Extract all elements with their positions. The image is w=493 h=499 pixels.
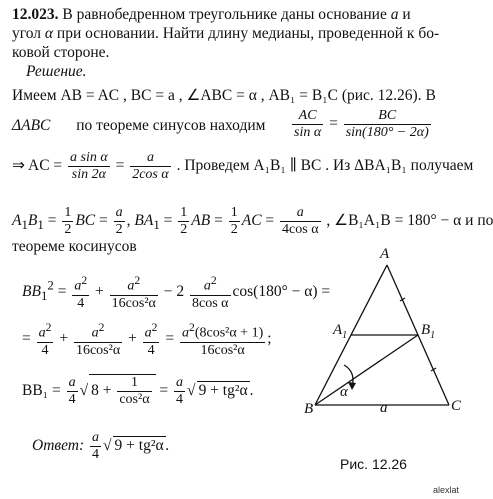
solution-line-5: теореме косинусов: [12, 238, 137, 255]
word-and: и: [402, 6, 411, 23]
problem-line-1: [12, 6, 411, 24]
problem-line-2: [12, 25, 439, 43]
side-ac: [387, 265, 449, 405]
answer-line: Ответ: $\frac{a}{4}$ √ 9 + tg²α .: [32, 430, 170, 462]
median-bb1: [315, 335, 418, 405]
solution-line-2: [12, 117, 265, 135]
label-B: B: [304, 401, 314, 417]
solution-line-4: $A_1B_1$ = $\frac{1}{2}$ BC = $\frac{a}{2}$ , $BA_1$ = $\frac{1}{2}$ AB = $\frac{1}{2}$ AC = $\frac{a}{\text{4cos α}}$ , ∠B₁A₁B = 180° − α и по: [12, 205, 493, 237]
problem-number: 12.023.: [12, 6, 59, 23]
watermark: alexlat: [433, 485, 460, 495]
problem-text-3: ковой стороне.: [12, 44, 110, 61]
triangle-abc: ΔABC: [12, 117, 51, 134]
answer-label: Ответ:: [32, 437, 85, 455]
solution-line-3: ⇒ AC = $\frac{\text{a sin α}}{\sin 2\alpha}$ = $\frac{a}{\text{2cos α}}$ . Проведем A₁B₁ ∥ BC . Из ΔBA₁B₁ получаем: [12, 150, 474, 182]
solution-line-1: Имеем AB = AC , BC = a , ∠ABC = α , AB₁ = B₁C (рис. 12.26). В: [12, 87, 436, 104]
cosine-formula-1: $BB_1^2$ = $\frac{a^2}{4}$ + $\frac{a^2}{\text{16cos²α}}$ − 2 $\frac{a^2}{\text{8cos α}}$ cos(180° − α) =: [22, 274, 331, 311]
var-alpha: α: [44, 25, 54, 42]
parallel-text: . Проведем A₁B₁ ∥ BC . Из ΔBA₁B₁ получаем: [176, 157, 474, 175]
label-A1: $A_1$: [333, 322, 348, 341]
sine-theorem-formula: $\frac{AC}{\text{sin α}}$ = $\frac{BC}{\sin(180^\circ - 2\alpha)}$: [294, 108, 429, 140]
solution-label: Решение.: [26, 63, 87, 80]
label-A: A: [380, 246, 390, 262]
label-B1: $B_1$: [421, 322, 436, 341]
bb1-label: BB₁ =: [22, 382, 61, 400]
problem-text-2a: угол: [12, 25, 42, 42]
angle-text: , ∠B₁A₁B = 180° − α и по: [326, 212, 493, 230]
sine-theorem-text: по теореме синусов находим: [76, 117, 266, 134]
problem-line-3: [12, 44, 109, 62]
ac-result-prefix: ⇒ AC =: [12, 157, 63, 175]
label-a: a: [380, 400, 388, 416]
problem-text-2b: при основании. Найти длину медианы, проведенной к бо-: [56, 25, 440, 42]
figure-caption: Рис. 12.26: [340, 456, 407, 472]
label-C: C: [451, 398, 462, 414]
bb1-result: BB₁ = $\frac{a}{4}$ √ 8 + $\frac{1}{\text{cos²α}}$ = $\frac{a}{4}$ √ 9 + tg²α .: [22, 375, 254, 407]
var-a: a: [390, 6, 399, 23]
problem-text-1: В равнобедренном треугольнике даны основание: [62, 6, 387, 23]
cosine-formula-2: = $\frac{a^2}{4}$ + $\frac{a^2}{\text{16cos²α}}$ + $\frac{a^2}{4}$ = $\frac{a^2(8\cos^2\alpha + 1)}{\text{16cos²α}}$ ;: [22, 321, 272, 358]
label-alpha: α: [340, 384, 348, 400]
